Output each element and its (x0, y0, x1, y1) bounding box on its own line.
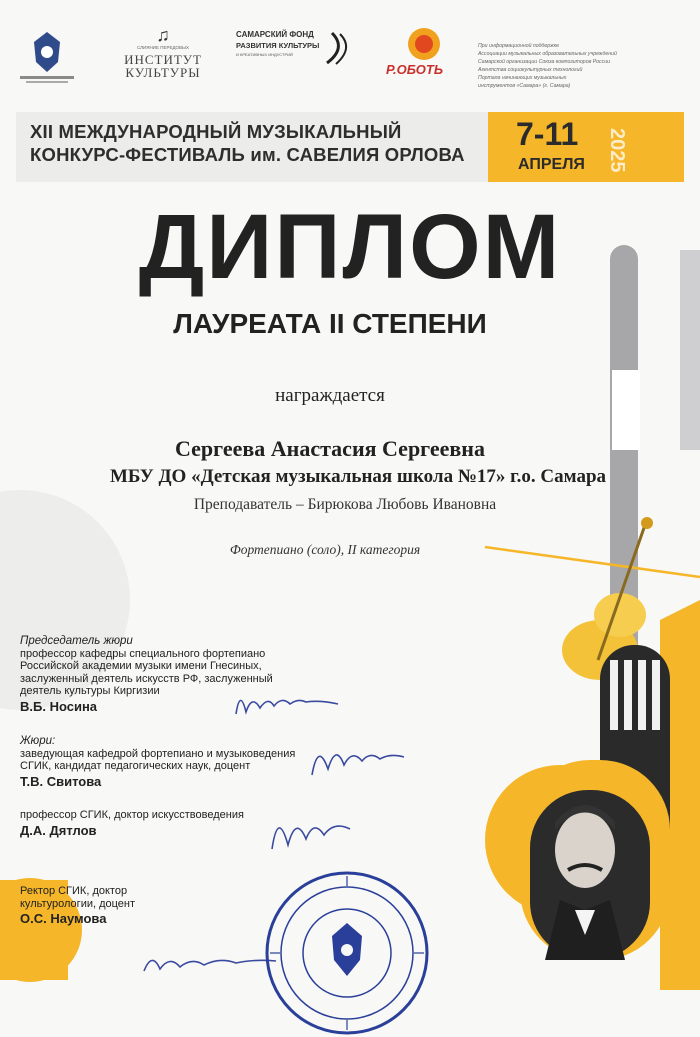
awarded-label: награждается (275, 385, 385, 406)
jury-member-2 (20, 809, 260, 837)
support-line-5: Портала начинающих музыкальных (478, 75, 567, 81)
official-stamp (262, 868, 432, 1037)
festival-date-range: 7-11 (516, 116, 579, 152)
jury-member-2-description: профессор СГИК, доктор искусствоведения (20, 809, 244, 821)
jury-chair-name: В.Б. Носина (20, 698, 98, 714)
recipient-school: МБУ ДО «Детская музыкальная школа №17» г.о. Самара (109, 466, 607, 487)
logos-row (0, 20, 700, 100)
ministry-emblem-icon (12, 24, 82, 86)
signature-member-2 (266, 805, 356, 855)
jury-role: Жюри: (20, 735, 56, 747)
diploma-title: ДИПЛОМ (138, 196, 562, 298)
support-line-1: При информационной поддержке (478, 43, 560, 49)
sun-icon (404, 24, 444, 64)
fund-logo-line2: РАЗВИТИЯ КУЛЬТУРЫ (236, 41, 320, 50)
lyre-icon: ♫ (156, 25, 170, 45)
fund-swirl-icon (322, 28, 352, 68)
festival-title-line2: КОНКУРС-ФЕСТИВАЛЬ им. САВЕЛИЯ ОРЛОВА (30, 144, 465, 165)
festival-banner (16, 112, 684, 182)
jury-member-1-description: заведующая кафедрой фортепиано и музыковедения СГИК, кандидат педагогических наук, доцент (20, 747, 296, 772)
festival-title-line1: XII МЕЖДУНАРОДНЫЙ МУЗЫКАЛЬНЫЙ (30, 121, 402, 142)
support-line-6: инструментов «Самара» (г. Самара) (478, 83, 571, 89)
diploma-subtitle: ЛАУРЕАТА II СТЕПЕНИ (173, 308, 487, 339)
support-line-3: Самарской организации Союза композиторов России (478, 59, 610, 65)
jury-member-1 (20, 735, 320, 788)
festival-title (30, 120, 465, 166)
festival-month: АПРЕЛЯ (518, 156, 585, 173)
fund-logo (236, 30, 348, 57)
recipient-name: Сергеева Анастасия Сергеевна (175, 436, 485, 461)
festival-dates (488, 112, 684, 182)
nomination-category: Фортепиано (соло), II категория (229, 542, 421, 557)
festival-logo-text: Р.ОБОТЬ (386, 62, 444, 77)
festival-year: 2025 (606, 128, 628, 173)
jury-chair-description: профессор кафедры специального фортепиано Российской академии музыки имени Гнесиных, заслуженный деятель искусств РФ, заслуженный деятель культуры Киргизии (20, 647, 273, 697)
fund-logo-line1: САМАРСКИЙ ФОНД (236, 30, 314, 39)
signature-rector (140, 945, 280, 985)
institute-logo-line1: ИНСТИТУТ (124, 51, 202, 67)
festival-logo (384, 24, 464, 84)
fund-logo-line3: И КРЕАТИВНЫХ ИНДУСТРИЙ (236, 52, 293, 57)
institute-logo-line2: КУЛЬТУРЫ (125, 64, 201, 80)
institute-logo-small: СЛИЯНИЕ ПЕРЕДОВЫХ (136, 45, 190, 50)
support-text (478, 42, 688, 90)
institute-logo (118, 26, 208, 79)
signature-chair (232, 684, 342, 724)
support-line-4: Агентства социокультурных технологий (478, 67, 583, 73)
rector-description: Ректор СГИК, доктор культурологии, доцент (20, 885, 136, 910)
jury-chair-role: Председатель жюри (20, 635, 133, 647)
support-line-2: Ассоциации музыкальных образовательных учреждений (478, 51, 617, 57)
jury-member-2-name: Д.А. Дятлов (20, 822, 97, 838)
jury-member-1-name: Т.В. Свитова (20, 773, 102, 789)
rector-name: О.С. Наумова (20, 911, 107, 926)
signature-member-1 (308, 735, 408, 785)
teacher-name: Преподаватель – Бирюкова Любовь Ивановна (193, 496, 497, 513)
portrait-photo (520, 760, 670, 960)
rector (20, 885, 190, 926)
